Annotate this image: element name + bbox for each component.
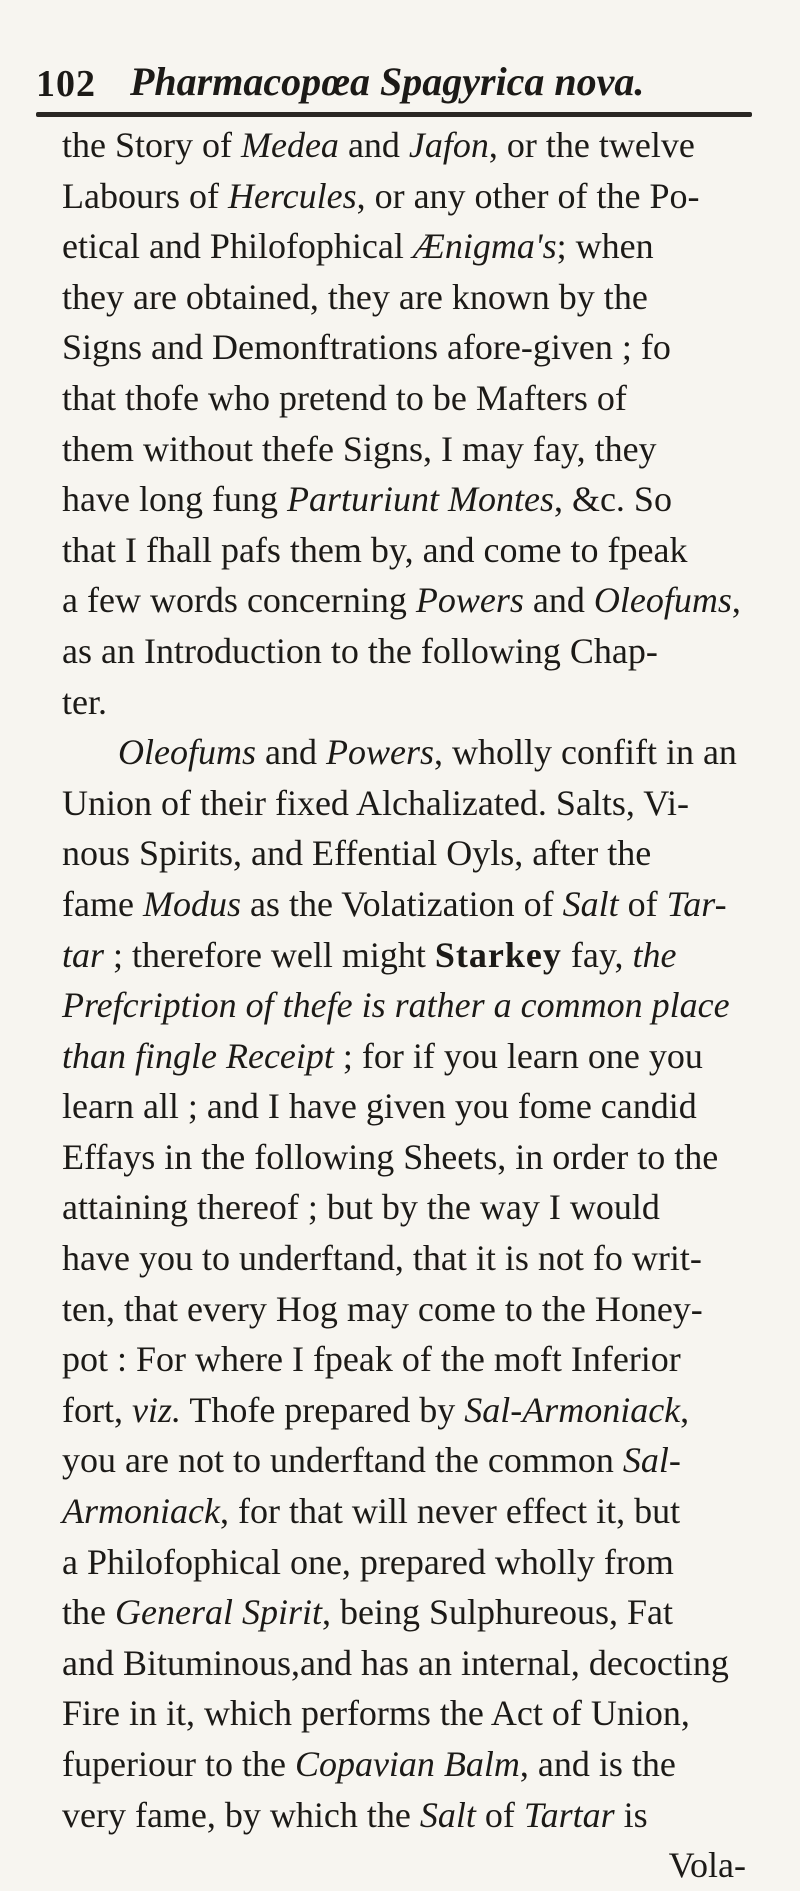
text-line [56,221,756,272]
text-segment: Labours of [62,175,228,216]
text-segment: have long fung [62,479,287,520]
text-segment: Modus [142,883,241,924]
text-segment: , [680,1389,690,1430]
text-segment: the Story of [62,125,241,165]
text-segment: the [632,934,677,975]
text-segment: , and is the [519,1744,676,1784]
text-segment: of [475,1794,524,1835]
text-segment: they are obtained, they are known by the [62,276,648,317]
text-line [56,424,756,475]
text-segment: Salt [562,883,619,924]
text-segment: than fingle Receipt [62,1035,334,1076]
text-segment: , or any other of the Po- [356,175,700,216]
text-segment: Jafon [408,125,489,165]
text-segment: ter. [62,681,107,722]
text-segment: ; for if you learn one you [333,1035,703,1076]
text-segment: nous Spirits, and Effential Oyls, after the [62,833,652,874]
text-line [56,272,756,323]
text-line [56,1435,756,1486]
text-line [56,1081,756,1132]
text-line [56,1587,756,1638]
text-segment: fuperiour to the [62,1744,295,1784]
text-segment: that I fhall pafs them by, and come to fpeak [62,529,688,570]
text-segment: fay, [561,934,633,975]
body-text [56,120,756,1891]
text-line [56,828,756,879]
text-line [56,120,756,171]
text-line [56,778,756,829]
text-line [56,474,756,525]
text-segment: and [256,732,326,773]
text-segment: Ænigma's [412,226,557,267]
text-segment: etical and Philofophical [62,226,413,267]
text-line [56,930,756,981]
text-segment: the [62,1592,115,1633]
text-line [56,879,756,930]
text-segment: viz. [131,1389,181,1430]
text-segment: ; therefore well might [104,934,435,975]
text-segment: is [614,1794,648,1835]
text-line [56,171,756,222]
text-segment: Vola- [668,1845,746,1886]
text-line [56,1233,756,1284]
text-segment: Signs and Demonftrations afore-given ; fo [62,327,671,368]
text-segment: Thofe prepared by [180,1389,465,1430]
text-segment: , wholly confift in an [433,732,737,773]
text-segment: Sal- [622,1440,681,1481]
text-segment: , for that will never effect it, but [219,1491,681,1532]
text-line [56,1739,756,1790]
text-segment: Union of their fixed Alchalizated. Salts, Vi- [62,782,690,823]
text-segment: Medea [240,125,339,165]
text-segment: ten, that every Hog may come to the Honey- [62,1288,703,1329]
running-title: Pharmacopœa Spagyrica nova. [130,59,645,104]
text-line [56,575,756,626]
text-segment: of [618,883,667,924]
text-segment: Fire in it, which performs the Act of Union, [62,1693,690,1734]
text-segment: , &c. So [553,479,672,520]
text-segment: tar [62,934,105,975]
text-line [56,1688,756,1739]
text-segment: Hercules [227,175,357,216]
text-segment: that thofe who pretend to be Mafters of [62,377,627,418]
text-line [56,322,756,373]
text-segment: have you to underftand, that it is not fo writ- [62,1238,702,1279]
text-segment: and [523,580,594,621]
text-segment: pot : For where I fpeak of the moft Inferior [62,1339,681,1380]
text-segment: Starkey [434,934,562,975]
text-segment: fort, [62,1389,132,1430]
text-segment: and [338,125,409,165]
text-line [56,1840,756,1891]
text-segment: Powers [415,580,524,621]
text-line [56,1031,756,1082]
text-line [56,626,756,677]
text-segment: , [731,580,741,621]
text-segment: Prefcription of thefe is rather a common place [62,985,730,1026]
text-segment: a Philofophical one, prepared wholly from [62,1541,674,1582]
text-line [56,1486,756,1537]
text-segment: you are not to underftand the common [62,1440,623,1481]
text-segment: a few words concerning [62,580,416,621]
text-segment: Salt [419,1794,476,1835]
text-segment: General Spirit [114,1592,322,1633]
text-line [56,1182,756,1233]
page-number: 102 [36,63,96,105]
text-segment: Oleofums [118,732,256,773]
text-segment: very fame, by which the [62,1794,420,1835]
text-segment: Tar- [666,883,727,924]
text-segment: attaining thereof ; but by the way I would [62,1187,660,1228]
page-header [36,52,756,112]
text-segment: Copavian Balm [294,1744,520,1784]
text-segment: , or the twelve [488,125,695,165]
text-segment: Armoniack [62,1491,220,1532]
text-segment: as the Volatization of [240,883,563,924]
text-segment: as an Introduction to the following Chap- [62,630,658,671]
text-line [56,1132,756,1183]
text-segment: , being Sulphureous, Fat [321,1592,673,1633]
text-segment: Powers [325,732,434,773]
text-line [56,1284,756,1335]
text-segment: Effays in the following Sheets, in order to the [62,1136,719,1177]
text-segment: Sal-Armoniack [464,1389,681,1430]
text-line [56,980,756,1031]
text-segment: fame [62,883,143,924]
text-segment: ; when [556,226,654,267]
text-line [56,727,756,778]
text-line [56,1638,756,1689]
text-segment: Parturiunt Montes [286,479,554,520]
text-segment: learn all ; and I have given you fome candid [62,1086,697,1127]
text-segment: Oleofums [593,580,732,621]
text-line [56,525,756,576]
text-line [56,1334,756,1385]
text-segment: and Bituminous,and has an internal, decocting [62,1642,729,1683]
text-line [56,677,756,728]
text-line [56,373,756,424]
text-line [56,1537,756,1588]
text-segment: them without thefe Signs, I may fay, they [62,428,657,469]
text-line [56,1385,756,1436]
text-segment: Tartar [523,1794,615,1835]
text-line [56,1790,756,1841]
header-rule [36,112,752,117]
